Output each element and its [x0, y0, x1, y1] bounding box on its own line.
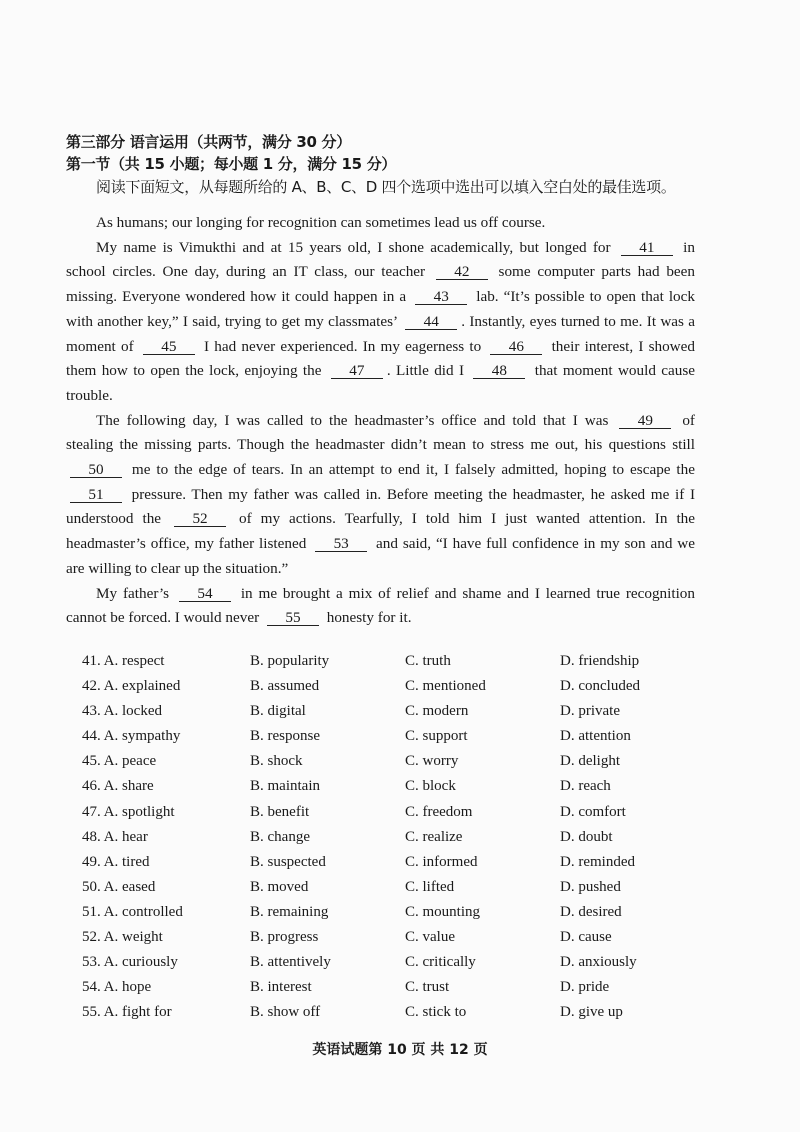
cloze-passage [66, 211, 695, 631]
option-c: C. support [405, 728, 468, 745]
option-c: C. worry [405, 753, 459, 770]
question-number-option-a: 44. A. sympathy [82, 728, 181, 745]
option-b: B. remaining [250, 903, 329, 920]
blank-45: 45 [143, 339, 195, 355]
question-row [0, 778, 800, 803]
option-b: B. assumed [250, 678, 320, 695]
question-row [0, 1004, 800, 1029]
passage-text: My name is Vimukthi and at 15 years old, I shone academically, but longed for [96, 238, 617, 256]
question-number-option-a: 47. A. spotlight [82, 803, 175, 820]
option-c: C. trust [405, 979, 450, 996]
passage-text: pressure. Then my father was called in. Before meeting the headmaster, he asked me if I understood the [66, 485, 695, 528]
option-c: C. value [405, 929, 455, 946]
question-number-option-a: 46. A. share [82, 778, 154, 795]
option-c: C. block [405, 778, 456, 795]
question-row [0, 804, 800, 829]
passage-text: some computer parts had been missing. Everyone wondered how it could happen in a [66, 263, 695, 306]
passage-text: in me brought a mix of relief and shame and I learned true recognition cannot be forced. I would never [66, 584, 695, 627]
question-number-option-a: 49. A. tired [82, 853, 150, 870]
passage-text: of my actions. Tearfully, I told him I just wanted attention. In the headmaster’s office, my father listened [66, 510, 696, 553]
question-row [0, 929, 800, 954]
blank-43: 43 [415, 289, 467, 305]
option-c: C. informed [405, 853, 478, 870]
subsection-title: 第一节（共 15 小题；每小题 1 分，满分 15 分） [66, 155, 397, 173]
option-b: B. change [250, 828, 310, 845]
option-b: B. progress [250, 929, 319, 946]
blank-42: 42 [436, 264, 488, 280]
option-d: D. concluded [560, 678, 640, 695]
passage-text: . Little did I [386, 362, 470, 380]
question-number-option-a: 43. A. locked [82, 703, 162, 720]
passage-paragraph [66, 236, 695, 409]
option-d: D. private [560, 703, 620, 720]
blank-41: 41 [621, 240, 673, 256]
option-d: D. doubt [560, 828, 613, 845]
passage-text: The following day, I was called to the headmaster’s office and told that I was [96, 411, 616, 429]
option-c: C. mounting [405, 903, 481, 920]
question-number-option-a: 42. A. explained [82, 678, 181, 695]
section-title: 第三部分 语言运用（共两节，满分 30 分） [66, 133, 351, 151]
question-row [0, 879, 800, 904]
question-row [0, 829, 800, 854]
blank-49: 49 [619, 413, 671, 429]
option-b: B. suspected [250, 853, 326, 870]
passage-paragraph [66, 582, 695, 631]
question-row [0, 653, 800, 678]
passage-text: me to the edge of tears. In an attempt to end it, I falsely admitted, hoping to escape the [126, 461, 695, 479]
blank-46: 46 [490, 339, 542, 355]
option-b: B. response [250, 728, 320, 745]
option-d: D. pride [560, 979, 610, 996]
option-c: C. critically [405, 954, 476, 971]
blank-47: 47 [331, 363, 383, 379]
blank-54: 54 [179, 586, 231, 602]
question-row [0, 753, 800, 778]
question-number-option-a: 53. A. curiously [82, 954, 178, 971]
question-number-option-a: 50. A. eased [82, 878, 156, 895]
page-footer: 英语试题第 10 页 共 12 页 [312, 1042, 488, 1058]
option-c: C. freedom [405, 803, 473, 820]
option-d: D. friendship [560, 653, 640, 669]
question-number-option-a: 55. A. fight for [82, 1004, 172, 1021]
question-number-option-a: 45. A. peace [82, 753, 157, 770]
passage-paragraph [66, 211, 695, 236]
option-b: B. show off [250, 1004, 321, 1021]
question-row [0, 854, 800, 879]
question-number-option-a: 48. A. hear [82, 828, 148, 845]
blank-52: 52 [174, 511, 226, 527]
option-d: D. desired [560, 903, 622, 920]
option-d: D. cause [560, 929, 612, 946]
question-number-option-a: 51. A. controlled [82, 903, 183, 920]
passage-text: lab. “It’s possible to open that lock with another key,” I said, trying to get my classmates’ [66, 288, 695, 330]
option-b: B. moved [250, 878, 309, 895]
option-c: C. truth [405, 653, 451, 669]
option-b: B. interest [250, 979, 312, 996]
question-row [0, 678, 800, 703]
option-b: B. attentively [250, 954, 331, 971]
option-b: B. benefit [250, 803, 310, 820]
passage-text: and said, “I have full confidence in my son and we are willing to clear up the situation.” [66, 535, 695, 577]
instruction: 阅读下面短文，从每题所给的 A、B、C、D 四个选项中选出可以填入空白处的最佳选项。 [96, 178, 676, 196]
option-d: D. attention [560, 728, 631, 745]
option-d: D. reminded [560, 853, 635, 870]
option-b: B. maintain [250, 778, 320, 795]
option-b: B. shock [250, 753, 303, 770]
question-number-option-a: 54. A. hope [82, 979, 152, 996]
option-d: D. pushed [560, 878, 621, 895]
blank-55: 55 [267, 610, 319, 626]
blank-48: 48 [473, 363, 525, 379]
option-b: B. popularity [250, 653, 330, 669]
blank-50: 50 [70, 462, 122, 478]
passage-text: in school circles. One day, during an IT class, our teacher [66, 238, 695, 281]
option-c: C. realize [405, 828, 463, 845]
question-row [0, 904, 800, 929]
option-c: C. lifted [405, 878, 455, 895]
blank-53: 53 [315, 536, 367, 552]
passage-text: My father’s [96, 584, 175, 602]
question-row [0, 979, 800, 1004]
question-row [0, 703, 800, 728]
passage-text: their interest, I showed them how to open the lock, enjoying the [66, 337, 695, 380]
question-row [0, 954, 800, 979]
blank-44: 44 [405, 314, 457, 330]
passage-paragraph [66, 409, 695, 582]
question-row [0, 728, 800, 753]
question-number-option-a: 52. A. weight [82, 929, 163, 946]
answer-options [0, 653, 800, 1029]
option-b: B. digital [250, 703, 306, 720]
option-c: C. stick to [405, 1004, 467, 1021]
passage-text: As humans; our longing for recognition can sometimes lead us off course. [96, 214, 546, 231]
passage-text: honesty for it. [322, 609, 412, 627]
option-d: D. comfort [560, 803, 626, 820]
option-d: D. reach [560, 778, 611, 795]
option-c: C. mentioned [405, 678, 486, 695]
passage-text: of stealing the missing parts. Though the headmaster didn’t mean to stress me out, his questions still [66, 411, 695, 454]
passage-text: that moment would cause trouble. [66, 362, 695, 404]
option-d: D. give up [560, 1004, 623, 1021]
passage-text: I had never experienced. In my eagerness to [198, 337, 487, 355]
option-d: D. anxiously [560, 954, 637, 971]
option-c: C. modern [405, 703, 469, 720]
option-d: D. delight [560, 753, 620, 770]
question-number-option-a: 41. A. respect [82, 653, 165, 669]
passage-text: . Instantly, eyes turned to me. It was a moment of [66, 312, 695, 355]
blank-51: 51 [70, 487, 122, 503]
